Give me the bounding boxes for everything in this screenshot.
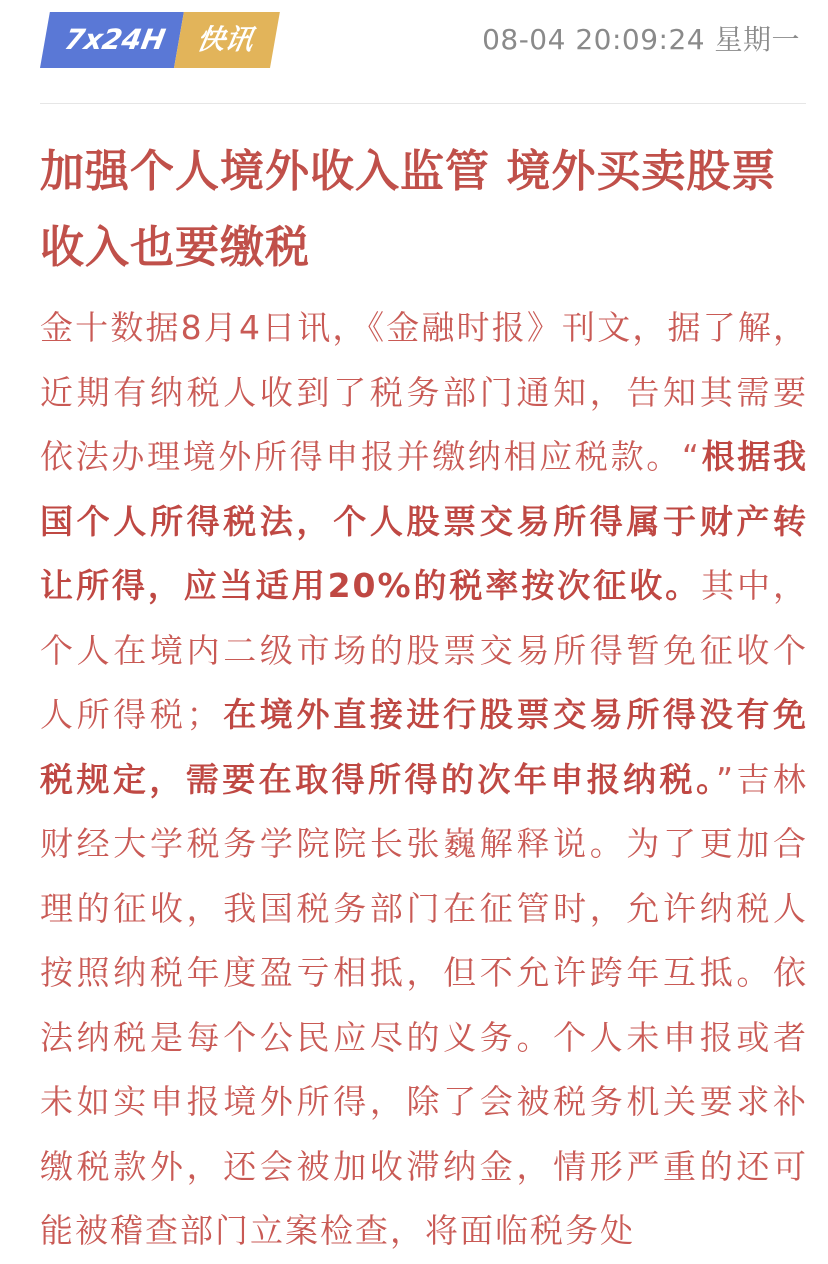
article-body (40, 296, 808, 1264)
flash-news-badge (40, 12, 270, 68)
badge-flash-label: 快讯 (174, 12, 280, 68)
body-text-intro: 金十数据8月4日讯，《金融时报》刊文，据了解，近期有纳税人收到了税务部门通知，告知其需要依法办理境外所得申报并缴纳相应税款。“ (40, 308, 808, 476)
body-text-explanation: ”吉林财经大学税务学院院长张巍解释说。为了更加合理的征收，我国税务部门在征管时，允许纳税人按照纳税年度盈亏相抵，但不允许跨年互抵。依法纳税是每个公民应尽的义务。个人未申报或者未如实申报境外所得，除了会被税务机关要求补缴税款外，还会被加收滞纳金，情形严重的还可能被稽查部门立案检查，将面临税务处 (40, 759, 808, 1250)
body-text-emphasis-tax-law: 根据我国个人所得税法，个人股票交易所得属于财产转让所得，应当适用20%的税率按次征收。 (40, 437, 809, 605)
body-text-emphasis-overseas: 在境外直接进行股票交易所得没有免税规定，需要在取得所得的次年申报纳税。 (40, 695, 809, 799)
badge-7x24h-label: 7x24H (40, 12, 184, 68)
news-header (0, 0, 828, 104)
header-divider (40, 103, 806, 104)
publish-datetime: 08-04 20:09:24 星期一 (482, 23, 800, 56)
article-title: 加强个人境外收入监管 境外买卖股票收入也要缴税 (40, 146, 777, 273)
body-text-domestic-exemption: 其中，个人在境内二级市场的股票交易所得暂免征收个人所得税； (40, 566, 808, 734)
